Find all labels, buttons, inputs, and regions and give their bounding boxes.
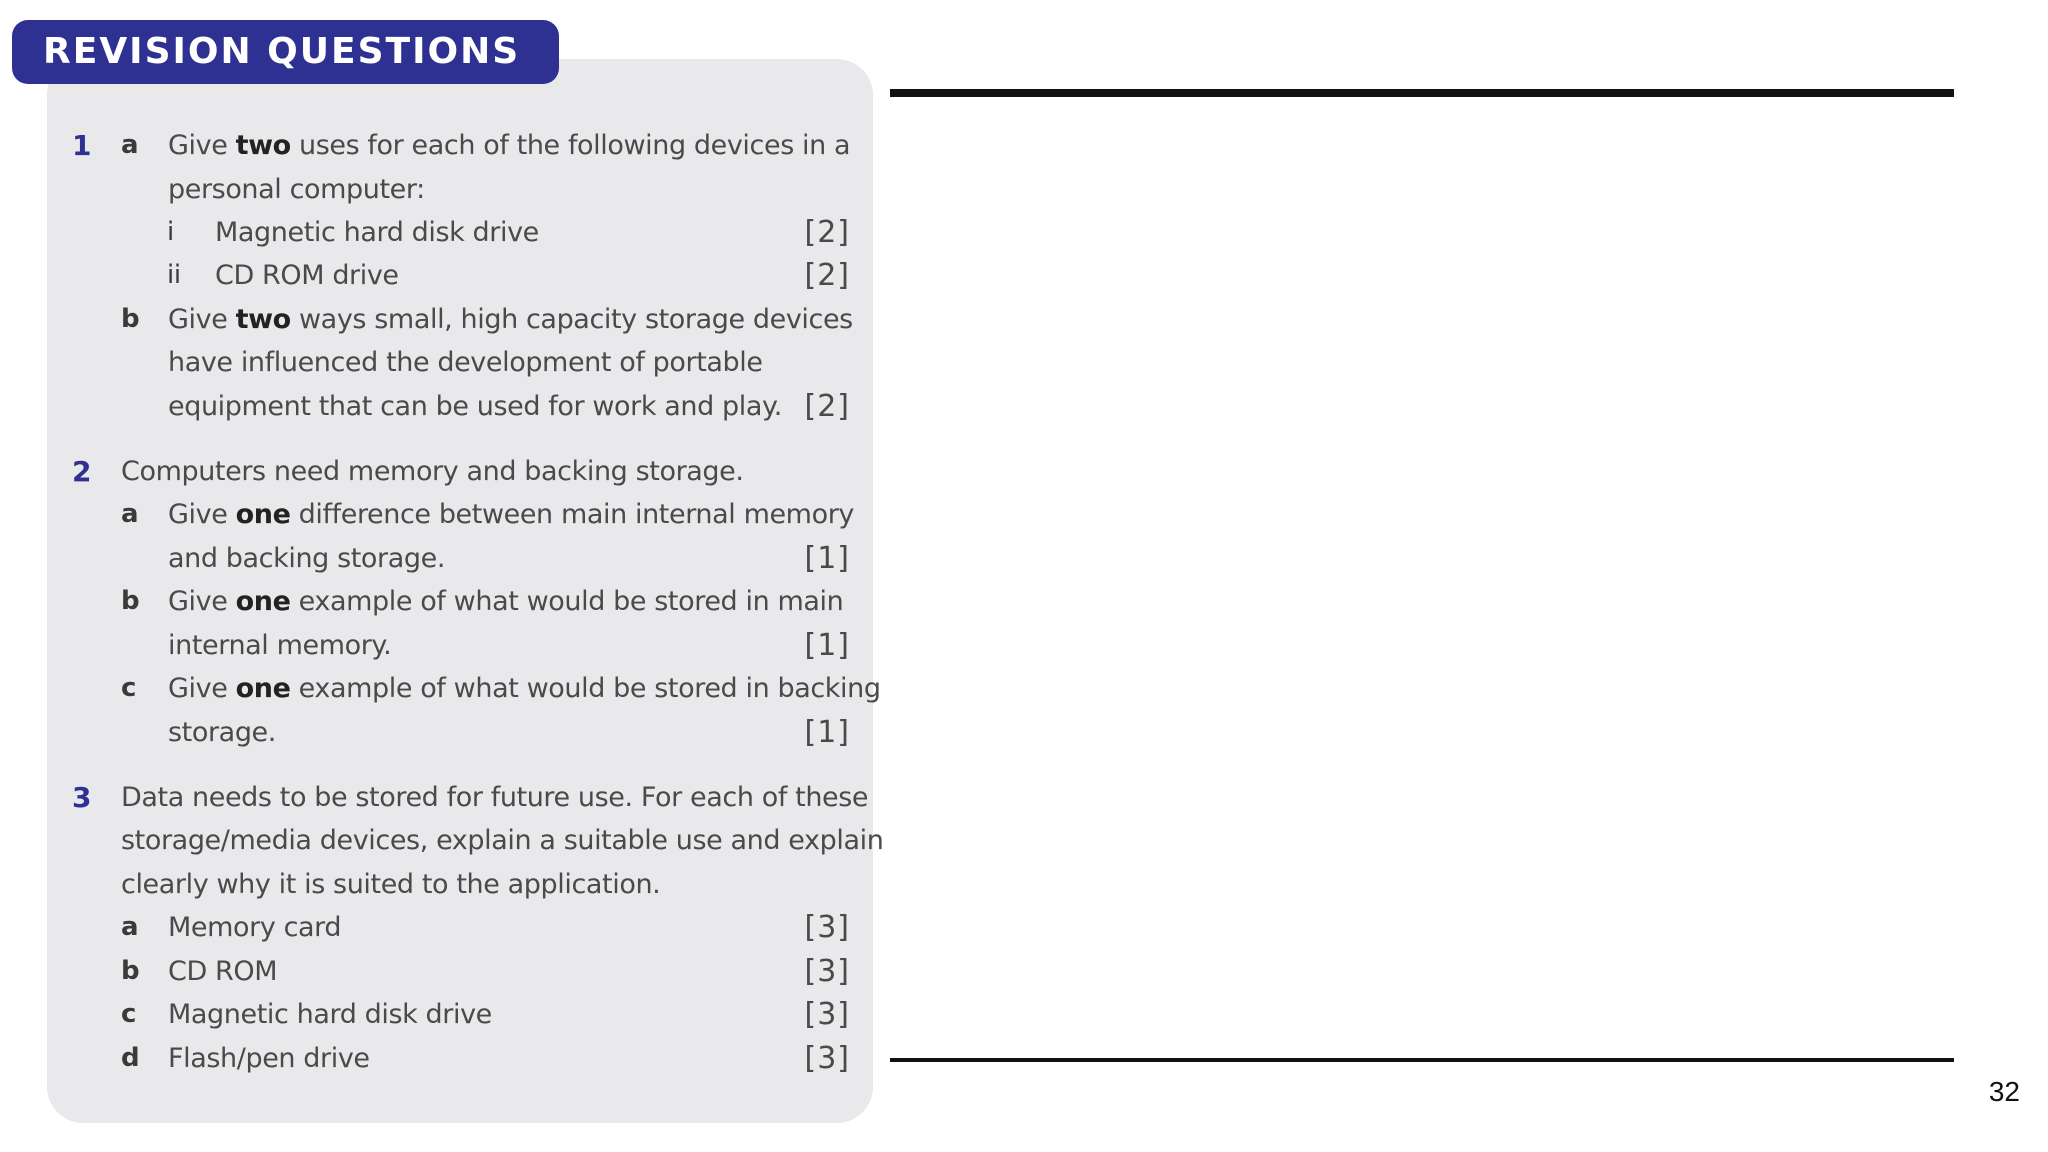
subpart-text: Magnetic hard disk drive xyxy=(215,217,539,248)
item-text: Magnetic hard disk drive xyxy=(168,999,492,1030)
q3-item-b xyxy=(0,950,900,994)
q2a-text-end: and backing storage. xyxy=(168,543,446,574)
q2a-text: Give one difference between main internal memory xyxy=(168,499,854,530)
marks: [2] xyxy=(804,215,850,250)
page-number: 32 xyxy=(1988,1076,2020,1107)
part-label: d xyxy=(121,1043,140,1073)
part-label: b xyxy=(121,956,140,986)
q1b-line-3 xyxy=(0,385,900,429)
q1b-text: Give two ways small, high capacity storage devices xyxy=(168,304,853,335)
marks: [2] xyxy=(804,389,850,424)
item-text: CD ROM xyxy=(168,956,278,987)
item-text: Flash/pen drive xyxy=(168,1043,370,1074)
q3-stem-text: Data needs to be stored for future use. For each of these xyxy=(121,782,869,813)
q2-stem xyxy=(0,450,900,494)
q2-stem-text: Computers need memory and backing storage. xyxy=(121,456,744,487)
marks: [1] xyxy=(804,541,850,576)
part-label: c xyxy=(121,999,137,1029)
bottom-divider xyxy=(890,1058,1954,1062)
q3-item-c xyxy=(0,993,900,1037)
q1a-subpart-ii xyxy=(0,254,900,298)
q2c-text-end: storage. xyxy=(168,717,276,748)
part-label: a xyxy=(121,499,139,529)
q2b-text: Give one example of what would be stored in main xyxy=(168,586,844,617)
marks: [3] xyxy=(804,997,850,1032)
q3-line-1 xyxy=(0,776,900,820)
marks: [1] xyxy=(804,628,850,663)
q2c-text: Give one example of what would be stored in backing xyxy=(168,673,881,704)
q3-item-a xyxy=(0,906,900,950)
part-label: b xyxy=(121,586,140,616)
marks: [1] xyxy=(804,715,850,750)
q2c-line-1 xyxy=(0,667,900,711)
part-label: b xyxy=(121,304,140,334)
q2b-text-end: internal memory. xyxy=(168,630,392,661)
q2a-line-1 xyxy=(0,493,900,537)
q1b-line-1 xyxy=(0,298,900,342)
marks: [3] xyxy=(804,910,850,945)
q2b-line-1 xyxy=(0,580,900,624)
q2c-line-2 xyxy=(0,711,900,755)
marks: [3] xyxy=(804,1041,850,1076)
subpart-label: i xyxy=(167,217,174,247)
part-label: a xyxy=(121,912,139,942)
section-header: REVISION QUESTIONS xyxy=(12,20,559,84)
q1b-line-2: have influenced the development of portable xyxy=(168,347,763,378)
q1a-line-2: personal computer: xyxy=(168,174,425,205)
question-number: 2 xyxy=(72,455,92,488)
part-label: a xyxy=(121,130,139,160)
q3-line-2: storage/media devices, explain a suitable use and explain xyxy=(121,825,884,856)
question-number: 1 xyxy=(72,129,92,162)
q3-line-3: clearly why it is suited to the application. xyxy=(121,869,661,900)
marks: [3] xyxy=(804,954,850,989)
q1a-subpart-i xyxy=(0,211,900,255)
q2b-line-2 xyxy=(0,624,900,668)
marks: [2] xyxy=(804,258,850,293)
part-label: c xyxy=(121,673,137,703)
q1a-text: Give two uses for each of the following devices in a xyxy=(168,130,851,161)
item-text: Memory card xyxy=(168,912,342,943)
q2a-line-2 xyxy=(0,537,900,581)
subpart-label: ii xyxy=(167,260,181,290)
subpart-text: CD ROM drive xyxy=(215,260,399,291)
q3-item-d xyxy=(0,1037,900,1081)
q1b-text-end: equipment that can be used for work and play. xyxy=(168,391,782,422)
question-number: 3 xyxy=(72,781,92,814)
top-divider xyxy=(890,89,1954,97)
q1a-line-1 xyxy=(0,124,900,168)
